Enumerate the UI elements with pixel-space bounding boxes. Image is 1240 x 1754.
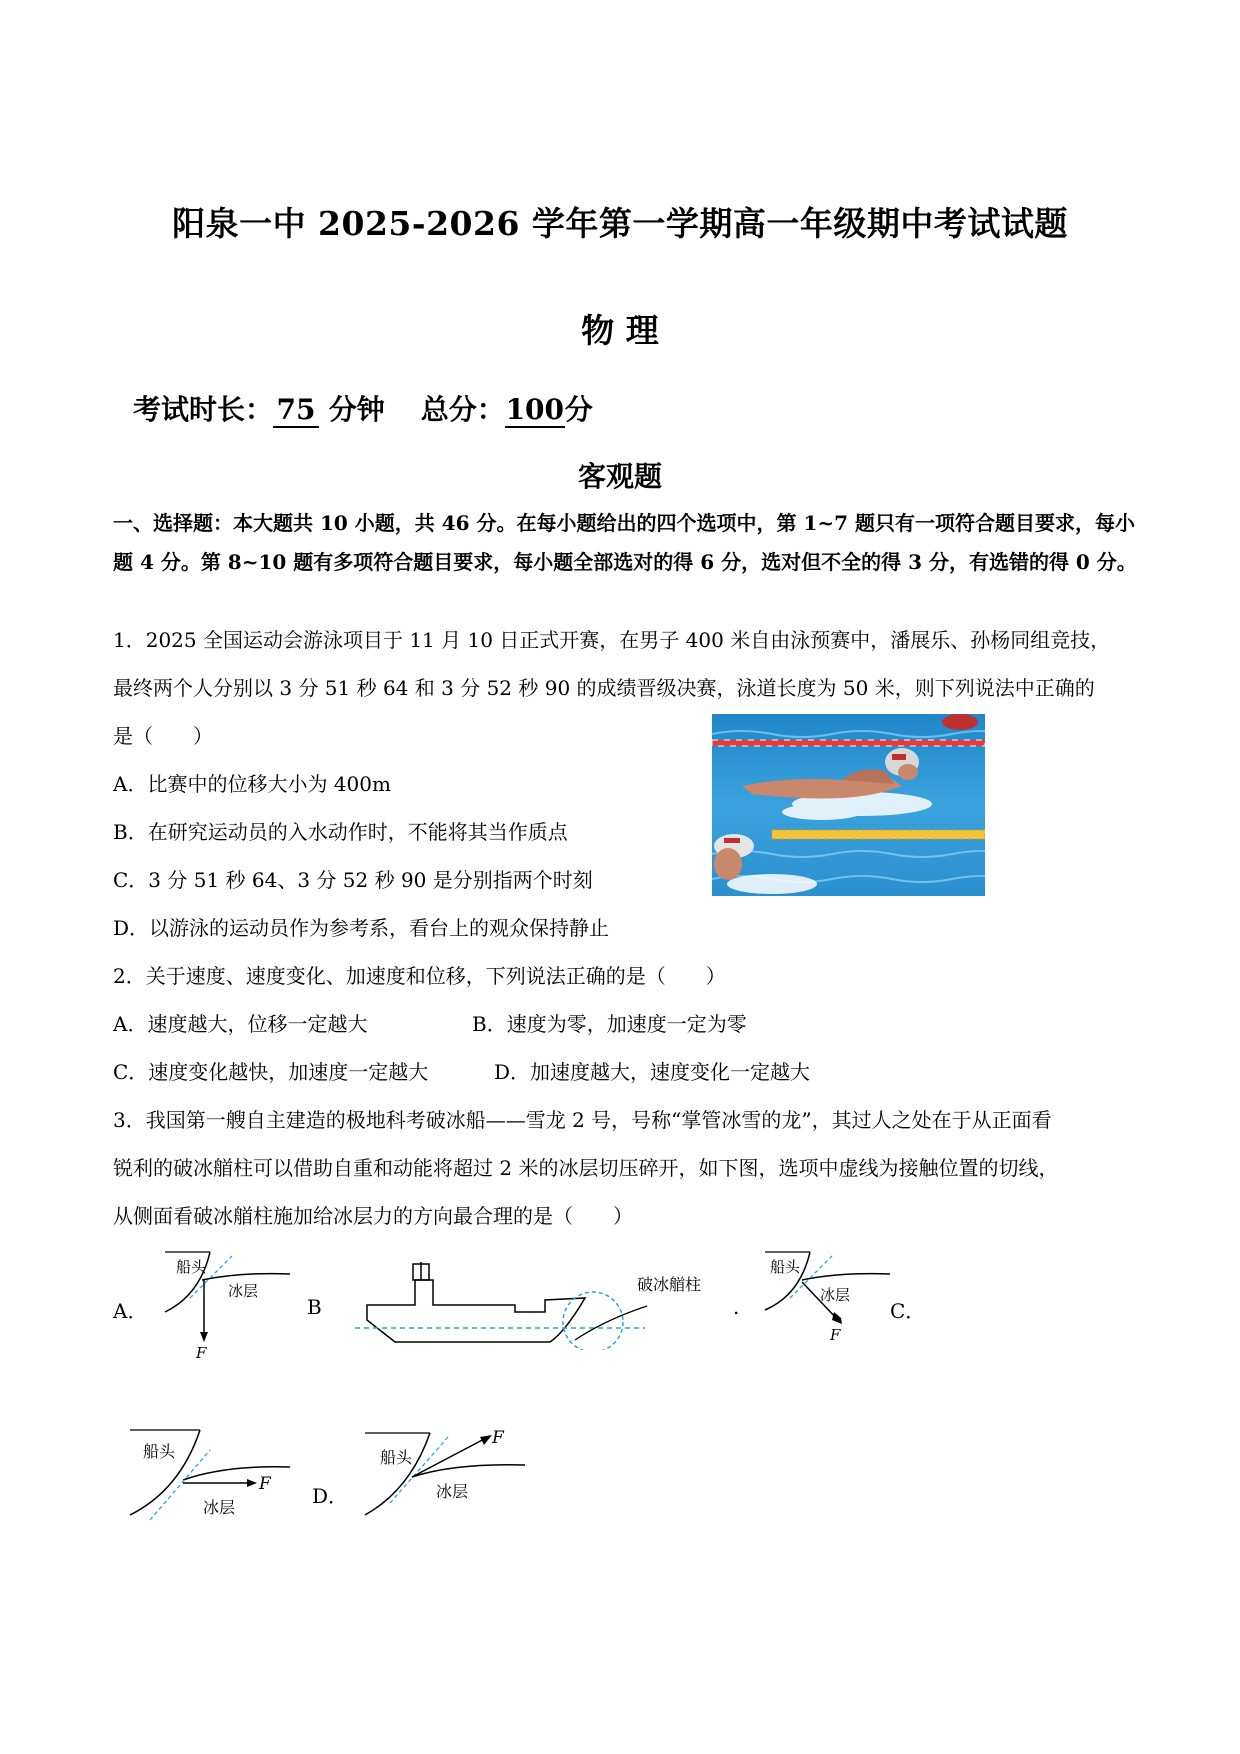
q3d-force-label: F [492, 1428, 504, 1448]
section-instructions: 一、选择题：本大题共 10 小题，共 46 分。在每小题给出的四个选项中，第 1~7 题只有一项符合题目要求，每小题 4 分。第 8~10 题有多项符合题目要求，每小题全部选对的得 6 分，选对但不全的得 3 分，有选错的得 0 分。 [113, 511, 1137, 574]
q1-option-b: B．在研究运动员的入水动作时，不能将其当作质点 [113, 820, 568, 844]
q1-stem-line1: 1．2025 全国运动会游泳项目于 11 月 10 日正式开赛，在男子 400 米自由泳预赛中，潘展乐、孙杨同组竞技， [113, 628, 1111, 652]
exam-title: 阳泉一中 2025-2026 学年第一学期高一年级期中考试试题 [172, 204, 1068, 243]
score-unit: 分 [564, 393, 593, 426]
score-label: 总分： [420, 393, 505, 426]
q2-stem: 2．关于速度、速度变化、加速度和位移，下列说法正确的是（ ） [113, 964, 726, 988]
q2-option-c: C．速度变化越快，加速度一定越大 [113, 1060, 429, 1084]
section-title: 客观题 [577, 460, 662, 493]
q1-option-c: C．3 分 51 秒 64、3 分 52 秒 90 是分别指两个时刻 [113, 868, 593, 892]
q3-label-a: A． [113, 1299, 148, 1323]
q3d-ice-label: 冰层 [436, 1482, 469, 1501]
q3-label-b: B [307, 1295, 322, 1319]
q3-label-d: D． [312, 1484, 349, 1508]
duration-value: 75 [273, 393, 319, 428]
q3c-ice-label: 冰层 [820, 1286, 851, 1304]
q3-ship-diagram [355, 1250, 725, 1350]
q3row2a-ice-label: 冰层 [203, 1498, 236, 1517]
q3row2a-force-label: F [259, 1474, 271, 1494]
q3a-force-label: F [196, 1344, 207, 1360]
q1-option-a: A．比赛中的位移大小为 400m [113, 772, 391, 796]
duration-unit: 分钟 [328, 393, 385, 426]
q3-diagram-c [760, 1250, 900, 1350]
q2-option-a: A．速度越大，位移一定越大 [113, 1012, 368, 1036]
q3c-bow-label: 船头 [770, 1258, 801, 1276]
q3-label-c: C． [890, 1299, 926, 1323]
q3c-force-label: F [830, 1326, 841, 1344]
score-value: 100 [505, 393, 565, 426]
q3row2a-bow-label: 船头 [143, 1442, 176, 1461]
exam-meta [133, 388, 593, 428]
q3-stem-line2: 锐利的破冰艏柱可以借助自重和动能将超过 2 米的冰层切压碎开，如下图，选项中虚线为接触位置的切线， [113, 1156, 1059, 1180]
q3a-bow-label: 船头 [176, 1258, 207, 1276]
q3-dot: . [733, 1295, 740, 1319]
swimmer-photo [712, 714, 985, 896]
q3-diagram-a [160, 1250, 300, 1360]
q3-diagram-c-figure [125, 1425, 295, 1525]
subject-title: 物 理 [581, 311, 659, 350]
q2-option-b: B．速度为零，加速度一定为零 [472, 1012, 747, 1036]
duration-label: 考试时长： [133, 393, 274, 426]
q1-stem-line2: 最终两个人分别以 3 分 51 秒 64 和 3 分 52 秒 90 的成绩晋级决赛，泳道长度为 50 米，则下列说法中正确的 [113, 676, 1095, 700]
q1-option-d: D．以游泳的运动员作为参考系，看台上的观众保持静止 [113, 916, 610, 940]
q3-stem-post-label: 破冰艏柱 [637, 1275, 702, 1294]
q3-stem-line3: 从侧面看破冰艏柱施加给冰层力的方向最合理的是（ ） [113, 1204, 633, 1228]
q3a-ice-label: 冰层 [228, 1282, 259, 1300]
q3d-bow-label: 船头 [380, 1448, 413, 1467]
q1-stem-line3: 是（ ） [113, 724, 213, 748]
q3-stem-line1: 3．我国第一艘自主建造的极地科考破冰船——雪龙 2 号，号称“掌管冰雪的龙”，其过人之处在于从正面看 [113, 1108, 1052, 1132]
q3-diagram-d [360, 1425, 530, 1525]
q2-option-d: D．加速度越大，速度变化一定越大 [494, 1060, 811, 1084]
